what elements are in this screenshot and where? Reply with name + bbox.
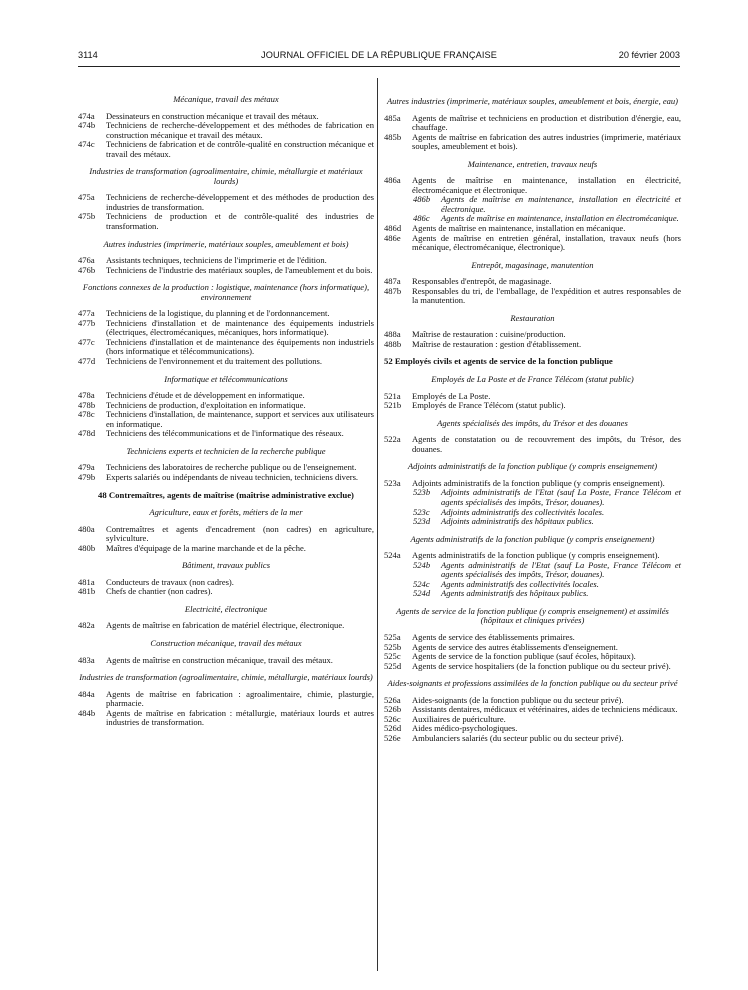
entry-text: Assistants dentaires, médicaux et vétérinaires, aides de techniciens médicaux.: [412, 704, 678, 715]
entry-code: 526b: [384, 704, 402, 715]
entry-code: 476b: [78, 264, 96, 275]
section-heading: Entrepôt, magasinage, manutention: [471, 259, 594, 270]
entry-code: 526e: [384, 732, 401, 743]
entry: [384, 401, 681, 411]
entry-code: 524c: [413, 578, 430, 589]
entry-text: Agents de maîtrise en entretien général, installation, travaux neufs (hors mécanique, électromécanique, électronique).: [412, 232, 681, 253]
entry-code: 485b: [384, 131, 402, 142]
entry-text: Agents de maîtrise en maintenance, installation en mécanique.: [412, 223, 626, 234]
entry-code: 523d: [413, 516, 431, 527]
section-heading: Agents spécialisés des impôts, du Trésor et des douanes: [437, 417, 628, 428]
entry-text: Adjoints administratifs des hôpitaux publics.: [441, 516, 594, 527]
page-header: [78, 50, 680, 64]
section-heading: Adjoints administratifs de la fonction publique (y compris enseignement): [407, 461, 658, 472]
entry-text: Maîtres d'équipage de la marine marchande et de la pêche.: [106, 542, 306, 553]
entry-code: 487a: [384, 276, 401, 287]
entry-text: Agents de maîtrise en construction mécanique, travail des métaux.: [106, 654, 333, 665]
entry-code: 475b: [78, 211, 96, 222]
entry: [384, 133, 681, 152]
entry-text: Agents de service de la fonction publique (sauf écoles, hôpitaux).: [412, 651, 636, 662]
group-heading: 48 Contremaîtres, agents de maîtrise (maîtrise administrative exclue): [98, 489, 354, 500]
entry: [78, 338, 374, 357]
page-number: 3114: [78, 50, 98, 60]
entry-code: 478c: [78, 409, 95, 420]
entry-text: Chefs de chantier (non cadres).: [106, 586, 213, 597]
entry: [384, 234, 681, 253]
entry-code: 524d: [413, 588, 431, 599]
entry-text: Agents de service des établissements primaires.: [412, 631, 575, 642]
entry-code: 474a: [78, 110, 95, 121]
entry-code: 481a: [78, 576, 95, 587]
entry-text: Adjoints administratifs de la fonction publique (y compris enseignement).: [412, 477, 665, 488]
entry-code: 523a: [384, 477, 401, 488]
section-heading: Construction mécanique, travail des métaux: [150, 637, 302, 648]
entry-text: Maîtrise de restauration : gestion d'établissement.: [412, 338, 582, 349]
column-divider: [377, 78, 378, 971]
entry-text: Techniciens de production, d'exploitation en informatique.: [106, 399, 306, 410]
section-heading: Maintenance, entretien, travaux neufs: [467, 158, 598, 169]
entry-code: 474c: [78, 139, 95, 150]
entry: [78, 473, 374, 483]
entry: [78, 544, 374, 554]
group-heading: 52 Employés civils et agents de service de la fonction publique: [384, 356, 613, 367]
entry-code: 488a: [384, 329, 401, 340]
entry-code: 474b: [78, 120, 96, 131]
entry-code: 482a: [78, 620, 95, 631]
sub-entry: [384, 561, 681, 580]
entry-text: Ambulanciers salariés (du secteur public ou du secteur privé).: [412, 732, 624, 743]
entry-code: 488b: [384, 338, 402, 349]
section-heading: Industries de transformation (agroalimentaire, chimie, métallurgie et matériaux lourds): [89, 166, 363, 186]
entry-code: 484a: [78, 688, 95, 699]
section-heading: Agriculture, eaux et forêts, métiers de la mer: [149, 507, 303, 518]
section-heading: Agents administratifs de la fonction publique (y compris enseignement): [410, 533, 655, 544]
entry-code: 525c: [384, 651, 401, 662]
entry-code: 486b: [413, 194, 431, 205]
entry: [384, 287, 681, 306]
entry-code: 475a: [78, 192, 95, 203]
entry-code: 477a: [78, 308, 95, 319]
entry-code: 522a: [384, 434, 401, 445]
entry-code: 483a: [78, 654, 95, 665]
entry: [78, 319, 374, 338]
sub-entry: [384, 195, 681, 214]
entry-text: Agents administratifs des hôpitaux publics.: [441, 588, 589, 599]
entry: [78, 656, 374, 666]
entry: [78, 193, 374, 212]
entry: [78, 621, 374, 631]
entry-code: 486e: [384, 232, 401, 243]
entry-text: Agents de maîtrise en fabrication de matériel électrique, électronique.: [106, 620, 345, 631]
entry-code: 477b: [78, 317, 96, 328]
entry: [384, 340, 681, 350]
entry-text: Techniciens de fabrication et de contrôle-qualité en construction mécanique et travail des métaux.: [106, 139, 374, 159]
sub-entry: [384, 517, 681, 527]
entry-text: Agents de constatation ou de recouvrement des impôts, du Trésor, des douanes.: [412, 434, 681, 454]
publication-date: 20 février 2003: [618, 50, 680, 60]
entry: [78, 429, 374, 439]
entry-code: 524a: [384, 550, 401, 561]
entry: [78, 140, 374, 159]
entry-text: Agents de maîtrise en maintenance, installation en électricité, électromécanique et électronique.: [412, 175, 681, 195]
entry-code: 486d: [384, 223, 402, 234]
entry-code: 523b: [413, 487, 431, 498]
sub-entry: [384, 488, 681, 507]
entry-text: Aides médico-psychologiques.: [412, 723, 518, 734]
entry-code: 478a: [78, 390, 95, 401]
entry-text: Agents de service des autres établissements d'enseignement.: [412, 641, 618, 652]
entry-code: 479a: [78, 462, 95, 473]
entry: [78, 587, 374, 597]
entry-code: 478d: [78, 428, 96, 439]
section-heading: Bâtiment, travaux publics: [181, 560, 271, 571]
entry-code: 480a: [78, 523, 95, 534]
entry-code: 524b: [413, 559, 431, 570]
header-rule: [78, 66, 680, 67]
section-heading: Restauration: [510, 312, 555, 323]
entry-text: Agents administratifs de la fonction publique (y compris enseignement).: [412, 550, 660, 561]
entry-code: 476a: [78, 255, 95, 266]
entry-text: Techniciens de l'environnement et du traitement des pollutions.: [106, 356, 322, 367]
entry-text: Techniciens d'installation et de maintenance des équipements non industriels (hors informatique et télécommunications).: [106, 336, 374, 357]
section-heading: Agents de service de la fonction publique (y compris enseignement) et assimilés (hôpitaux et cliniques privées): [396, 605, 669, 626]
entry-code: 485a: [384, 112, 401, 123]
left-column: [78, 76, 374, 728]
entry-code: 523c: [413, 506, 430, 517]
entry-text: Auxiliaires de puériculture.: [412, 713, 506, 724]
entry-code: 478b: [78, 399, 96, 410]
entry-code: 521b: [384, 400, 402, 411]
section-heading: Autres industries (imprimerie, matériaux souples, ameublement et bois, énergie, eau): [386, 96, 679, 106]
entry-code: 525b: [384, 641, 402, 652]
entry-text: Aides-soignants (de la fonction publique ou du secteur privé).: [412, 694, 624, 705]
section-heading: Informatique et télécommunications: [164, 373, 288, 384]
entry: [384, 734, 681, 744]
entry: [78, 212, 374, 231]
entry-text: Techniciens des laboratoires de recherche publique ou de l'enseignement.: [106, 462, 357, 473]
entry-text: Contremaîtres et agents d'encadrement (non cadres) en agriculture, sylviculture.: [106, 523, 374, 544]
section-heading: Mécanique, travail des métaux: [173, 94, 279, 104]
entry-text: Agents de maîtrise en maintenance, installation en électricité et électronique.: [441, 194, 681, 214]
entry-text: Agents administratifs de l'Etat (sauf La Poste, France Télécom et agents spécialisés des impôts, Trésor, douanes).: [441, 559, 681, 580]
entry: [384, 176, 681, 195]
entry-text: Experts salariés ou indépendants de niveau technicien, techniciens divers.: [106, 471, 359, 482]
entry-text: Responsables d'entrepôt, de magasinage.: [412, 276, 552, 287]
entry-text: Agents de service hospitaliers (de la fonction publique ou du secteur privé).: [412, 660, 671, 671]
entry-code: 480b: [78, 542, 96, 553]
entry: [384, 662, 681, 672]
entry-text: Techniciens d'étude et de développement en informatique.: [106, 390, 305, 401]
section-heading: Aides-soignants et professions assimilées de la fonction publique ou du secteur privé: [387, 678, 678, 689]
entry-text: Agents administratifs des collectivités locales.: [441, 578, 599, 589]
entry-code: 525a: [384, 631, 401, 642]
section-heading: Fonctions connexes de la production : logistique, maintenance (hors informatique), environnement: [82, 282, 370, 302]
entry-code: 486c: [413, 213, 430, 224]
entry-code: 479b: [78, 471, 96, 482]
entry-text: Adjoints administratifs des collectivités locales.: [441, 506, 605, 517]
entry-text: Maîtrise de restauration : cuisine/production.: [412, 329, 566, 340]
entry-text: Dessinateurs en construction mécanique et travail des métaux.: [106, 110, 319, 121]
right-column: [384, 76, 681, 743]
entry: [78, 410, 374, 429]
entry: [78, 709, 374, 728]
entry: [78, 525, 374, 544]
entry-text: Techniciens d'installation et de maintenance des équipements industriels (électriques, électromécaniques, mécaniques, hors informatique).: [106, 317, 374, 338]
entry: [384, 435, 681, 454]
entry-text: Agents de maîtrise et techniciens en production et distribution d'énergie, eau, chauffage.: [412, 112, 681, 133]
journal-title: JOURNAL OFFICIEL DE LA RÉPUBLIQUE FRANÇAISE: [261, 50, 497, 60]
entry-code: 521a: [384, 390, 401, 401]
entry-text: Conducteurs de travaux (non cadres).: [106, 576, 234, 587]
entry-text: Agents de maîtrise en fabrication des autres industries (imprimerie, matériaux souples, ameublement et bois).: [412, 131, 681, 152]
entry-text: Agents de maîtrise en fabrication : agroalimentaire, chimie, plasturgie, pharmacie.: [106, 688, 374, 709]
entry: [384, 114, 681, 133]
entry-text: Techniciens d'installation, de maintenance, support et services aux utilisateurs en informatique.: [106, 409, 374, 429]
section-heading: Employés de La Poste et de France Télécom (statut public): [431, 374, 634, 385]
entry-text: Agents de maîtrise en maintenance, installation en électromécanique.: [441, 213, 679, 224]
entry-code: 484b: [78, 707, 96, 718]
entry-text: Employés de La Poste.: [412, 390, 491, 401]
entry-code: 477d: [78, 356, 96, 367]
entry-code: 526c: [384, 713, 401, 724]
entry-text: Agents de maîtrise en fabrication : métallurgie, matériaux lourds et autres industries de transformation.: [106, 707, 374, 728]
sub-entry: [384, 589, 681, 599]
section-heading: Industries de transformation (agroalimentaire, chimie, métallurgie, matériaux lourds): [79, 672, 373, 683]
entry: [78, 121, 374, 140]
section-heading: Electricité, électronique: [184, 603, 268, 614]
entry-text: Techniciens de recherche-développement et des méthodes de fabrication en construction mécanique et travail des métaux.: [106, 120, 374, 140]
entry-code: 477c: [78, 336, 95, 347]
entry-code: 526a: [384, 694, 401, 705]
entry-text: Responsables du tri, de l'emballage, de l'expédition et autres responsables de la manutention.: [412, 285, 681, 306]
entry-text: Employés de France Télécom (statut public).: [412, 400, 566, 411]
section-heading: Autres industries (imprimerie, matériaux souples, ameublement et bois): [103, 238, 349, 249]
entry-code: 487b: [384, 285, 402, 296]
entry: [78, 690, 374, 709]
entry-code: 525d: [384, 660, 402, 671]
entry-text: Techniciens de recherche-développement et des méthodes de production des industries de transformation.: [106, 192, 374, 212]
entry-code: 481b: [78, 586, 96, 597]
entry-text: Techniciens de production et de contrôle-qualité des industries de transformation.: [106, 211, 374, 232]
section-heading: Techniciens experts et technicien de la recherche publique: [126, 445, 326, 456]
entry-text: Assistants techniques, techniciens de l'imprimerie et de l'édition.: [106, 255, 327, 266]
entry-code: 486a: [384, 175, 401, 186]
entry: [78, 266, 374, 276]
entry-text: Techniciens des télécommunications et de l'informatique des réseaux.: [106, 428, 344, 439]
entry-text: Techniciens de l'industrie des matériaux souples, de l'ameublement et du bois.: [106, 264, 373, 275]
entry-text: Techniciens de la logistique, du planning et de l'ordonnancement.: [106, 308, 330, 319]
entry: [78, 357, 374, 367]
entry-text: Adjoints administratifs de l'Etat (sauf La Poste, France Télécom et agents spécialisés des impôts, Trésor, douanes).: [441, 487, 681, 507]
entry-code: 526d: [384, 723, 402, 734]
